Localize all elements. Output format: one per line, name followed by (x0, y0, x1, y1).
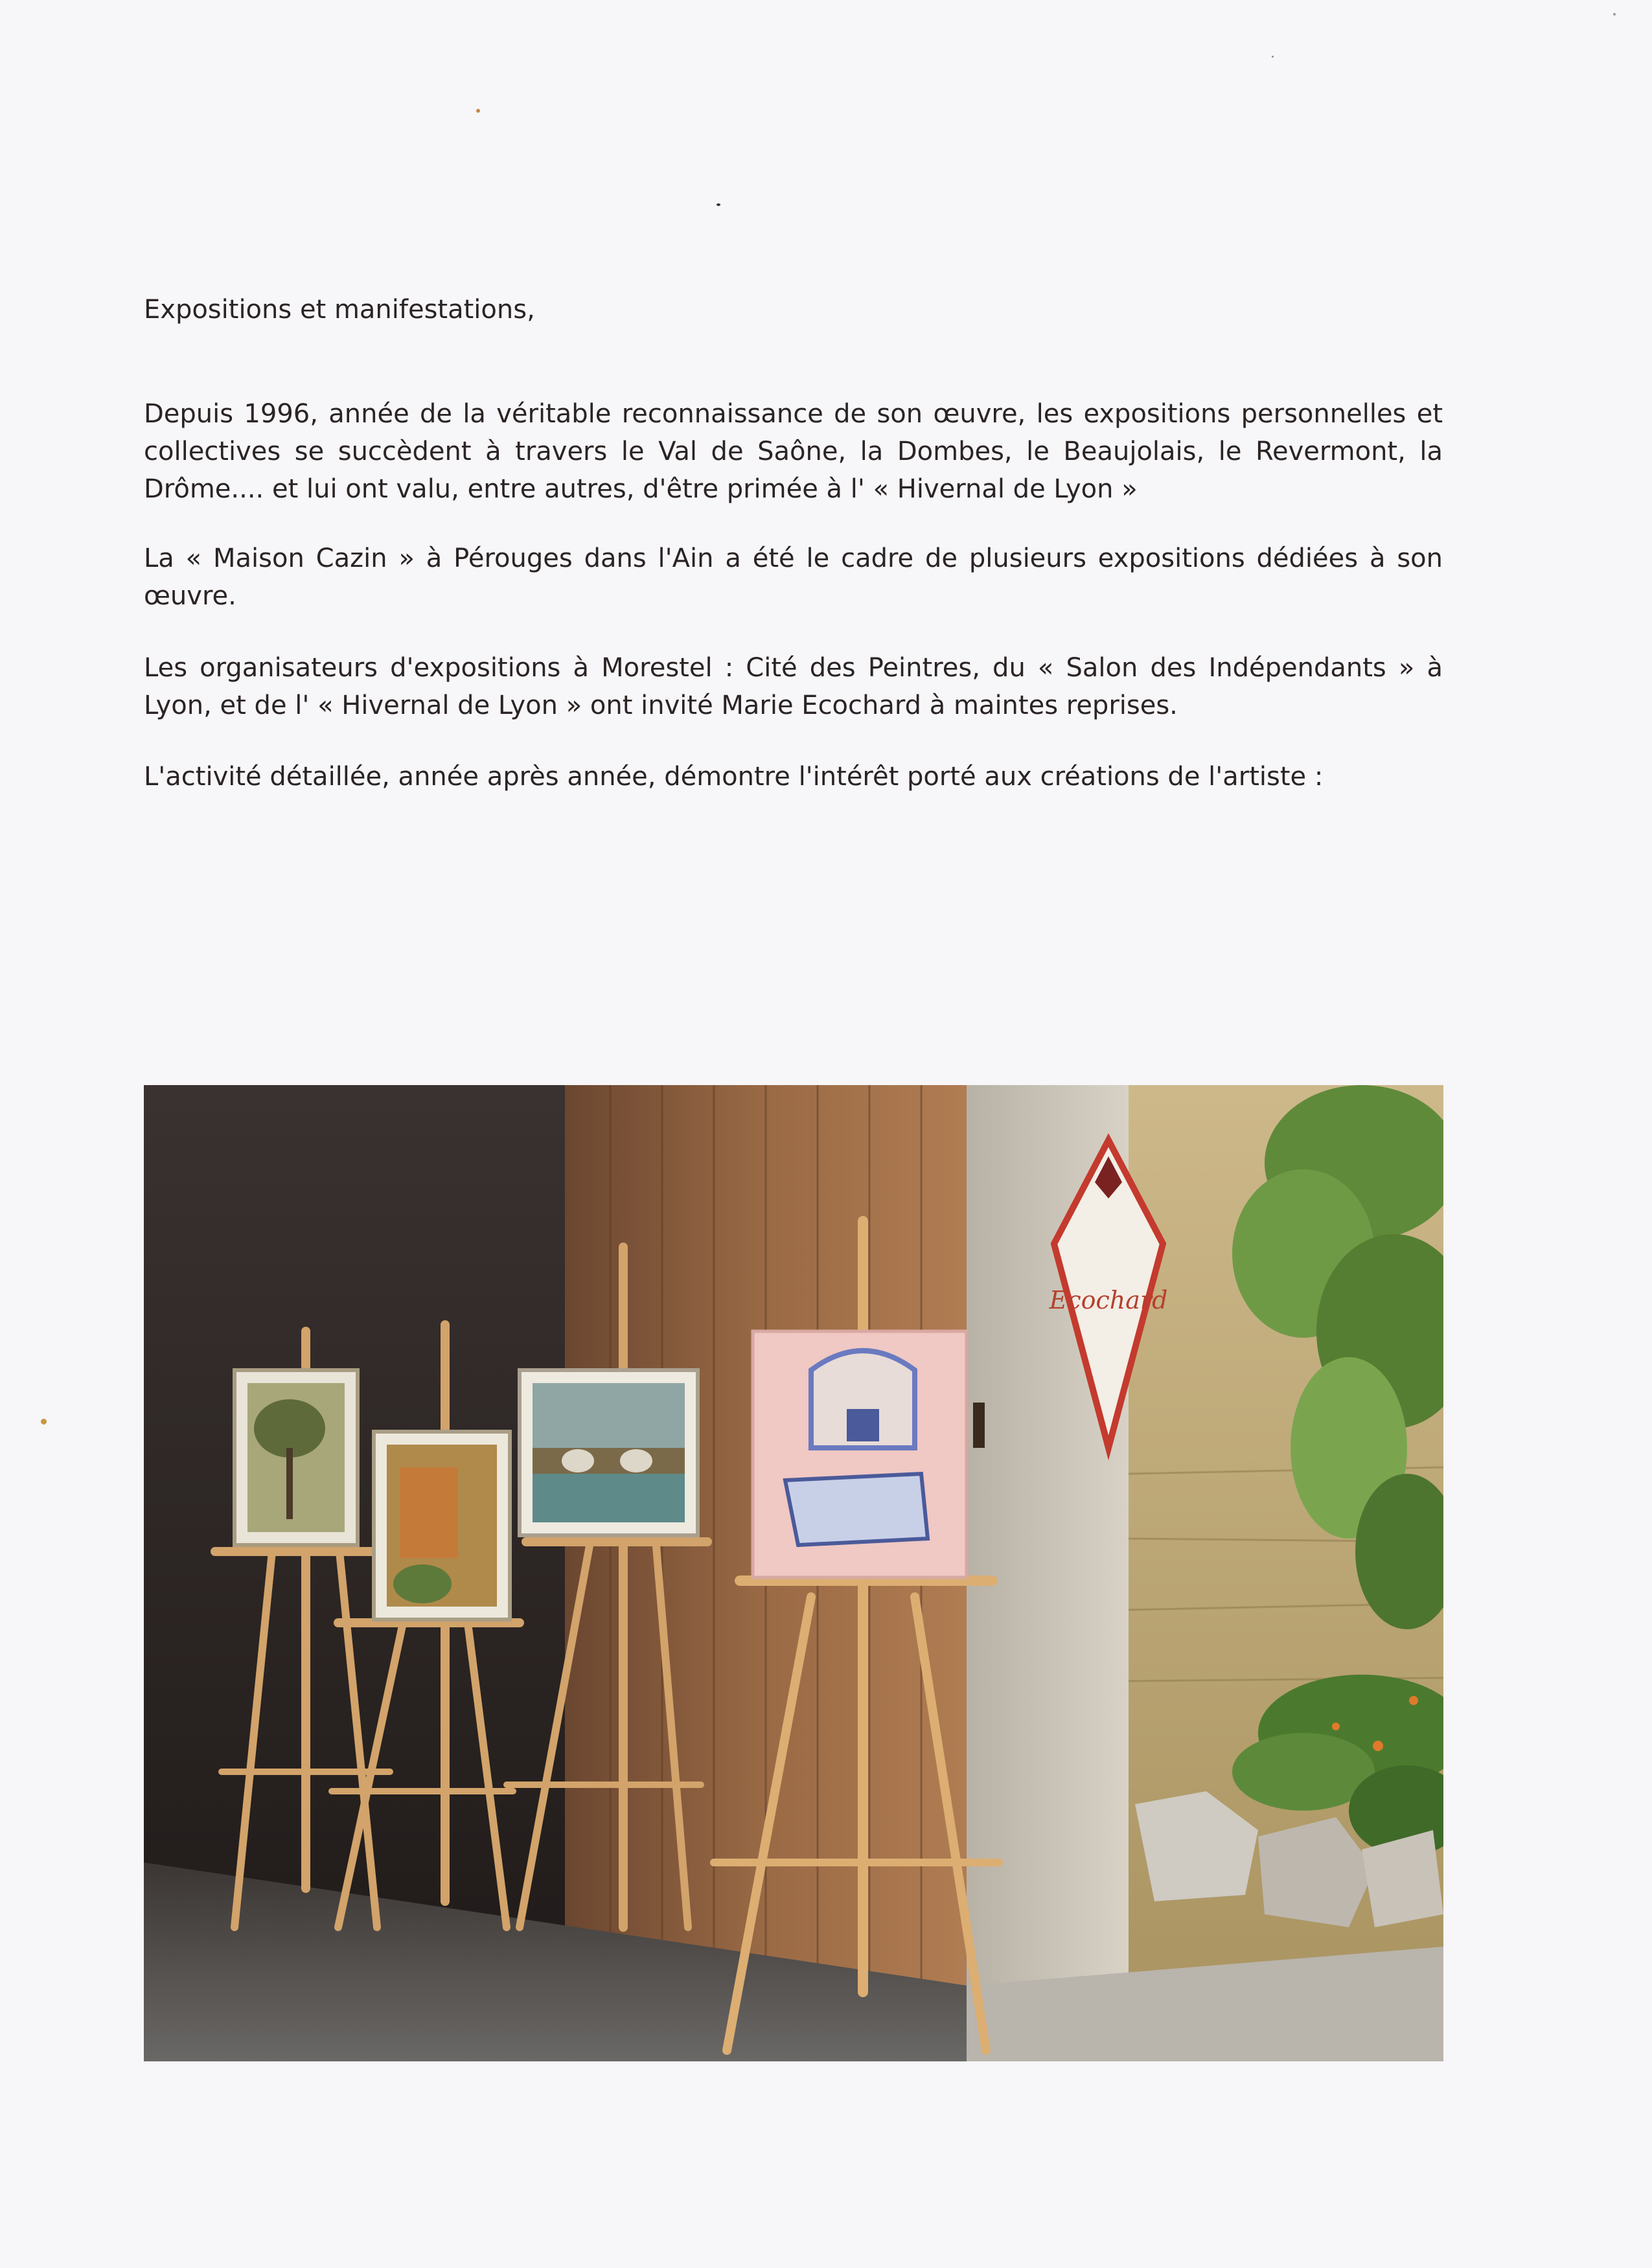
paragraph-maison-cazin: La « Maison Cazin » à Pérouges dans l'Ain a été le cadre de plusieurs expositions dédiées à son œuvre. (144, 544, 1443, 611)
scan-speck (717, 203, 720, 206)
scan-speck (1272, 56, 1274, 58)
painting-4 (753, 1331, 967, 1577)
paragraph-activity: L'activité détaillée, année après année, démontre l'intérêt porté aux créations de l'artiste : (144, 762, 1324, 792)
painting-2 (374, 1432, 510, 1620)
paragraph-history: Depuis 1996, année de la véritable reconnaissance de son œuvre, les expositions personnelles et collectives se succèdent à travers le Val de Saône, la Dombes, le Beaujolais, le Revermont, la Drôme.... et lui ont valu, entre autres, d'être primée à l' « Hivernal de Lyon » (144, 399, 1443, 504)
scan-speck (1613, 13, 1616, 16)
painting-1 (235, 1370, 358, 1545)
door-hinge (973, 1403, 985, 1448)
painting-3 (520, 1370, 698, 1535)
paragraph-organisers: Les organisateurs d'expositions à Morestel : Cité des Peintres, du « Salon des Indépendants » à Lyon, et de l' « Hivernal de Lyon » ont invité Marie Ecochard à maintes reprises. (144, 653, 1443, 720)
section-heading: Expositions et manifestations, (144, 295, 535, 325)
sign-text: Ecochard (1049, 1286, 1168, 1314)
exhibition-photo (144, 1085, 1443, 2061)
scan-speck (476, 109, 480, 113)
scan-speck (41, 1419, 47, 1425)
